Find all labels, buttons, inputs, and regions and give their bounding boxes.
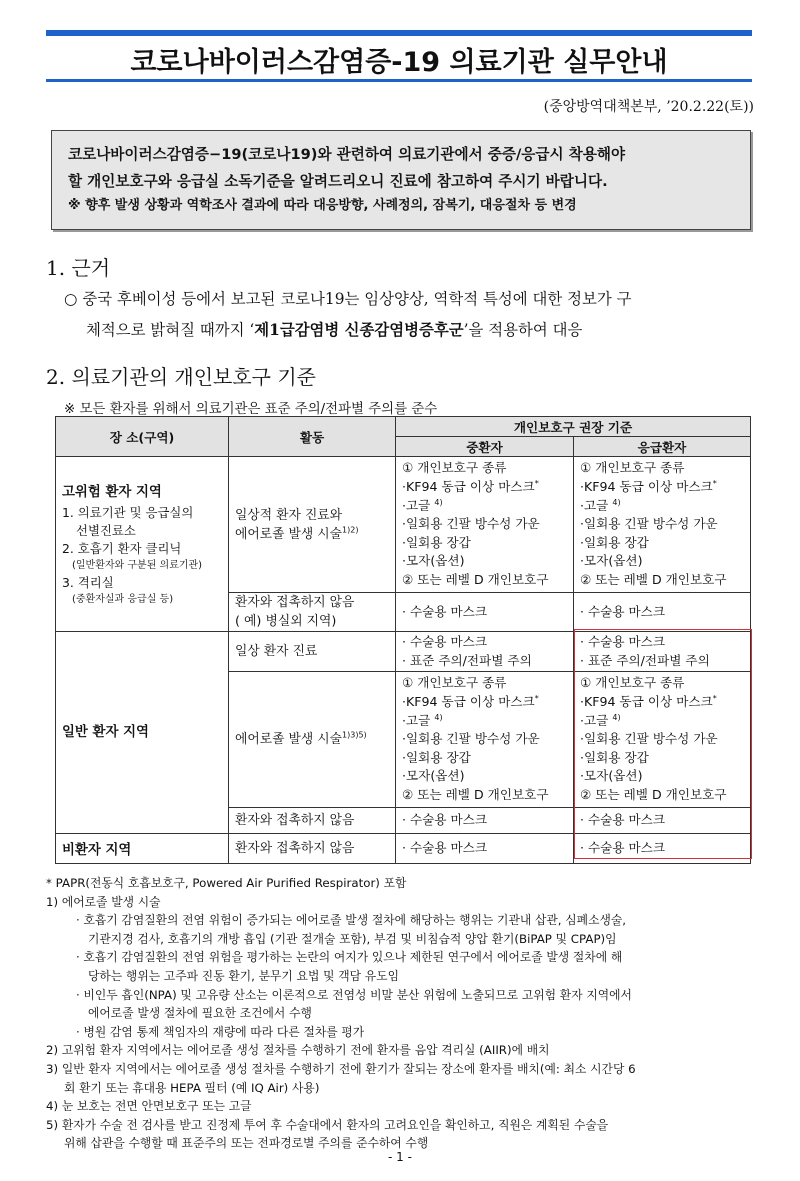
footnote-ref: *	[534, 478, 539, 488]
location-title: 비환자 지역	[62, 843, 132, 858]
ppe-emergency-cell: · 수술용 마스크	[574, 808, 751, 834]
ppe-line: · 수술용 마스크	[580, 633, 666, 649]
section-heading-ppe: 2. 의료기관의 개인보호구 기준	[46, 365, 316, 389]
footnote-ref: 4)	[434, 497, 443, 507]
header-emergency: 응급환자	[574, 437, 751, 457]
ppe-line: ·일회용 장갑	[580, 534, 649, 550]
page-number: - 1 -	[388, 1150, 412, 1164]
activity-text	[235, 525, 389, 544]
activity-text: 일상적 환자 진료와	[235, 507, 343, 523]
table-header-row	[56, 417, 751, 437]
activity-cell	[229, 672, 396, 808]
ppe-line: ·모자(옵션)	[580, 553, 643, 569]
location-nonpatient	[56, 834, 229, 864]
ppe-line	[580, 712, 744, 731]
ppe-emergency-cell	[574, 632, 751, 672]
activity-cell	[229, 593, 396, 632]
basis-text: 체적으로 밝혀질 때까지 ‘	[86, 321, 255, 339]
footnote-ref: *	[534, 693, 539, 703]
footnote-ref: 4)	[612, 497, 621, 507]
ppe-line: ·KF94 동급 이상 마스크	[402, 479, 535, 495]
page-title: 코로나바이러스감염증-19 의료기관 실무안내	[130, 47, 668, 78]
ppe-line: ① 개인보호구 종류	[580, 675, 685, 691]
footnote-sub: · 비인두 흡인(NPA) 및 고유량 산소는 이론적으로 전염성 비말 분산 위험에 노출되므로 고위험 환자 지역에서	[76, 987, 632, 1002]
footnote: 3) 일반 환자 지역에서는 에어로졸 생성 절차를 수행하기 전에 환기가 잘되는 장소에 환자를 배치(예: 최소 시간당 6	[46, 1061, 636, 1076]
basis-line: ○ 중국 후베이성 등에서 보고된 코로나19는 임상양상, 역학적 특성에 대한 정보가 구	[64, 290, 632, 308]
ppe-severe-cell: · 수술용 마스크	[396, 593, 574, 632]
notice-remark: ※ 향후 발생 상황과 역학조사 결과에 따라 대응방향, 사례정의, 잠복기, 대응절차 등 변경	[68, 198, 577, 213]
ppe-line	[580, 478, 744, 497]
ppe-line	[580, 497, 744, 516]
location-item: 3. 격리실	[62, 574, 114, 590]
ppe-table	[55, 416, 751, 864]
ppe-line	[580, 693, 744, 712]
location-item: 선별진료소	[76, 522, 136, 538]
ppe-line: ·일회용 장갑	[402, 749, 471, 765]
ppe-line: ·일회용 긴팔 방수성 가운	[580, 516, 718, 532]
section-subnote: ※ 모든 환자를 위해서 의료기관은 표준 주의/전파별 주의를 준수	[64, 402, 438, 417]
location-subitem: (중환자실과 응급실 등)	[72, 593, 174, 605]
location-title: 고위험 환자 지역	[62, 484, 162, 500]
ppe-line: ·일회용 장갑	[402, 534, 471, 550]
source-date: (중앙방역대책본부, ’20.2.22(토))	[543, 99, 754, 115]
footnote-sub: 기관지경 검사, 호흡기의 개방 흡입 (기관 절개술 포함), 부검 및 비침습적 양압 환기(BiPAP 및 CPAP)임	[88, 931, 617, 946]
footnote-sub: · 호흡기 감염질환의 전염 위험을 평가하는 논란의 여지가 있으나 제한된 연구에서 에어로졸 발생 절차에 해	[76, 950, 623, 965]
ppe-severe-cell: · 수술용 마스크	[396, 834, 574, 864]
ppe-line: ② 또는 레벨 D 개인보호구	[402, 571, 549, 587]
ppe-line: · 표준 주의/전파별 주의	[402, 652, 532, 668]
activity-text: 환자와 접촉하지 않음	[235, 595, 355, 610]
ppe-line	[402, 712, 567, 731]
footnote: 5) 환자가 수술 전 검사를 받고 진정제 투여 후 수술대에서 환자의 고려요인을 확인하고, 직원은 계획된 수술을	[46, 1117, 609, 1132]
ppe-emergency-cell: · 수술용 마스크	[574, 593, 751, 632]
activity-cell: 일상 환자 진료	[229, 632, 396, 672]
location-item: 1. 의료기관 및 응급실의	[62, 504, 194, 520]
ppe-line	[402, 478, 567, 497]
ppe-emergency-cell	[574, 457, 751, 593]
location-item: 2. 호흡기 환자 클리닉	[62, 540, 182, 556]
activity-text: ( 예) 병실외 지역)	[235, 614, 337, 629]
basis-line	[64, 315, 764, 346]
ppe-line: ① 개인보호구 종류	[402, 460, 507, 476]
footnote: 2) 고위험 환자 지역에서는 에어로졸 생성 절차를 수행하기 전에 환자를 음압 격리실 (AIIR)에 배치	[46, 1043, 550, 1058]
ppe-line: ② 또는 레벨 D 개인보호구	[402, 786, 549, 802]
title-top-rule	[46, 30, 752, 36]
ppe-line: · 표준 주의/전파별 주의	[580, 652, 710, 668]
footnote: 4) 눈 보호는 전면 안면보호구 또는 고글	[46, 1099, 252, 1114]
activity-cell: 환자와 접촉하지 않음	[229, 808, 396, 834]
ppe-line: ·고글	[402, 712, 431, 728]
ppe-severe-cell	[396, 672, 574, 808]
title-banner	[46, 30, 752, 84]
ppe-line: ·모자(옵션)	[580, 768, 643, 784]
location-subitem: (일반환자와 구분된 의료기관)	[72, 559, 203, 571]
location-general	[56, 632, 229, 834]
ppe-line: ·고글	[580, 712, 609, 728]
ppe-line	[402, 497, 567, 516]
basis-paragraph	[64, 284, 764, 346]
footnote-ref: *	[712, 478, 717, 488]
ppe-line: ·일회용 장갑	[580, 749, 649, 765]
ppe-line: ·모자(옵션)	[402, 553, 465, 569]
ppe-severe-cell: · 수술용 마스크	[396, 808, 574, 834]
ppe-severe-cell	[396, 457, 574, 593]
footnote-ref: *	[712, 693, 717, 703]
header-ppe: 개인보호구 권장 기준	[396, 417, 751, 437]
footnotes	[46, 874, 758, 1153]
activity-text: 에어로졸 발생 시술	[235, 526, 343, 542]
basis-text: ’을 적용하여 대응	[463, 321, 583, 339]
footnote: 위해 삽관을 수행할 때 표준주의 또는 전파경로별 주의를 준수하여 수행	[64, 1136, 429, 1151]
footnote: * PAPR(전동식 호흡보호구, Powered Air Purified Respirator) 포함	[46, 876, 407, 890]
ppe-emergency-cell: · 수술용 마스크	[574, 834, 751, 864]
ppe-line: ·일회용 긴팔 방수성 가운	[402, 516, 540, 532]
table-row	[56, 632, 751, 672]
section-heading-basis: 1. 근거	[46, 256, 111, 280]
ppe-line: ·KF94 동급 이상 마스크	[580, 479, 713, 495]
activity-cell	[229, 457, 396, 593]
footnote-ref: 1)2)	[342, 525, 359, 535]
ppe-line: ·고글	[580, 497, 609, 513]
header-location: 장 소(구역)	[56, 417, 229, 457]
table-row	[56, 834, 751, 864]
ppe-line: ·고글	[402, 497, 431, 513]
footnote-ref: 4)	[612, 712, 621, 722]
ppe-line: ① 개인보호구 종류	[402, 675, 507, 691]
header-activity: 활동	[229, 417, 396, 457]
activity-cell: 환자와 접촉하지 않음	[229, 834, 396, 864]
location-title: 일반 환자 지역	[62, 725, 149, 740]
ppe-emergency-cell	[574, 672, 751, 808]
activity-text: 에어로졸 발생 시술	[235, 732, 343, 747]
header-severe: 중환자	[396, 437, 574, 457]
ppe-line: ① 개인보호구 종류	[580, 460, 685, 476]
ppe-line: · 수술용 마스크	[402, 633, 488, 649]
ppe-severe-cell	[396, 632, 574, 672]
footnote: 1) 에어로졸 발생 시술	[46, 894, 161, 909]
footnote-sub: · 호흡기 감염질환의 전염 위험이 증가되는 에어로졸 발생 절차에 해당하는 행위는 기관내 삽관, 심폐소생술,	[76, 913, 627, 928]
footnote-sub: 당하는 행위는 고주파 진동 환기, 분무기 요법 및 객담 유도임	[88, 968, 399, 983]
notice-line: 코로나바이러스감염증−19(코로나19)와 관련하여 의료기관에서 중증/응급시 착용해야	[68, 146, 626, 163]
basis-bold-text: 제1급감염병 신종감염병증후군	[254, 321, 464, 339]
footnote-ref: 1)3)5)	[342, 730, 367, 740]
ppe-line: ② 또는 레벨 D 개인보호구	[580, 571, 727, 587]
footnote-sub: 에어로졸 발생 절차에 필요한 조건에서 수행	[88, 1006, 312, 1021]
ppe-line: ·모자(옵션)	[402, 768, 465, 784]
ppe-line	[402, 693, 567, 712]
table-row	[56, 457, 751, 593]
notice-box	[51, 130, 751, 230]
ppe-line: ·KF94 동급 이상 마스크	[402, 694, 535, 710]
ppe-line: ·일회용 긴팔 방수성 가운	[402, 731, 540, 747]
ppe-line: ② 또는 레벨 D 개인보호구	[580, 786, 727, 802]
title-bottom-rule	[46, 79, 752, 82]
ppe-line: ·KF94 동급 이상 마스크	[580, 694, 713, 710]
notice-line: 할 개인보호구와 응급실 소독기준을 알려드리오니 진료에 참고하여 주시기 바랍니다.	[68, 173, 608, 190]
location-high-risk	[56, 457, 229, 632]
footnote: 회 환기 또는 휴대용 HEPA 필터 (예 IQ Air) 사용)	[64, 1080, 320, 1095]
footnote-ref: 4)	[434, 712, 443, 722]
footnote-sub: · 병원 감염 통제 책임자의 재량에 따라 다른 절차를 평가	[76, 1024, 365, 1039]
ppe-line: ·일회용 긴팔 방수성 가운	[580, 731, 718, 747]
